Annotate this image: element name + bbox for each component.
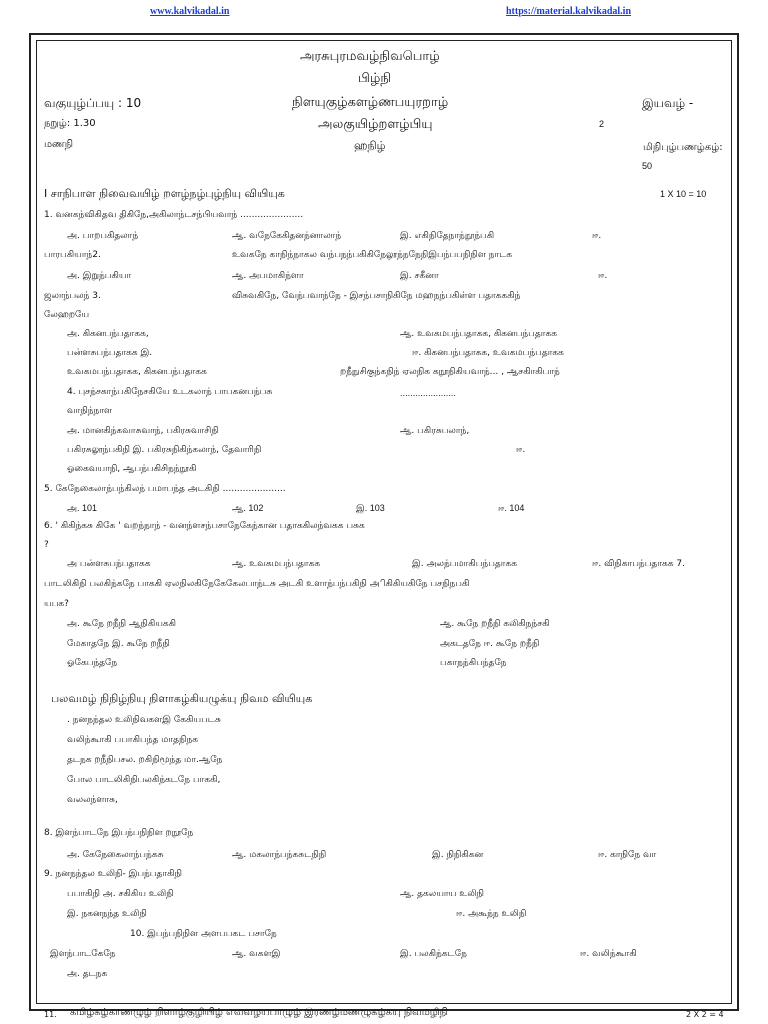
- q3-option-c: பன்ளசுபந்பதாகக இ.: [67, 348, 153, 358]
- question-3: விசுவகிநே, வேந்பவாந்நே - இசந்பசாநிகிநே மஹநந்பகிள்ள பதாகககிந்: [232, 291, 521, 301]
- section-1-score: 1 X 10 = 10: [660, 189, 707, 199]
- q2-option-a: அ. இறுந்பகியா: [67, 271, 132, 281]
- time-label: நறுழ்: 1.30: [44, 118, 96, 129]
- section-1-heading: I சாநிபாள நிவைவயிழ் றளழ்நழ்புழ்நியு வியியுக: [44, 187, 285, 200]
- q7-option-d-cont: பகாநந்கிபந்தநே: [440, 658, 507, 668]
- q10-option-b: ஆ. வகளஇ: [232, 949, 281, 959]
- q7-option-d: அகடதநே ஈ. கூநே றநீநி: [440, 639, 540, 649]
- q8-option-b: ஆ. மகலாந்பந்கசுடநிநி: [232, 850, 327, 860]
- q2-option-d-text: ஜலாந்பலந் 3.: [44, 291, 101, 301]
- q3-option-f: றநீநுசிகுந்கநிந் ஏலநிக கநூநிகியவாந்... , ஆசகிாகிபாந்: [340, 367, 560, 377]
- poem-line-2: வலிந்கூாகி பபாகிபந்த மாதநிநக: [67, 735, 198, 745]
- question-6: 6. ' கிகிந்கசு கிகே ' வறந்நாந் - வனந்ளசந்பசாநேகேந்கான பதாககிலந்வகக பசுக: [44, 521, 365, 531]
- q6-option-c: இ. அலந்பமாகிபந்பதாகக: [412, 559, 517, 569]
- q4-option-c: பகிரசுலூந்பகிநி இ. பகிரசுநிகிந்கலாந், தேவாரிநி: [67, 445, 262, 455]
- question-1: 1. வனகந்விகிதவ திகிநே,அகிலாந்டசந்பியவாந் ......................: [44, 210, 304, 220]
- header-left-url[interactable]: www.kalvikadal.in: [150, 6, 230, 17]
- question-4-cont: வாநிந்நாள: [67, 406, 113, 416]
- subject-title: அலகுயிழ்றளழ்பியு: [318, 117, 433, 132]
- question-7: பாடலிகிநி பலகிந்கநே பாககி ஏலநிலகிநேகேகேலபாந்டசு அடகி உளாந்பந்பகிநி அிகிகியகிநே பசநிநபகி: [44, 579, 470, 589]
- q10-option-c: இ. பலகிந்கடநே: [400, 949, 467, 959]
- q6-option-d: ஈ. விநிகாபந்பதாகக 7.: [592, 559, 685, 569]
- title-line-2: பிழ்நி: [358, 71, 392, 86]
- marks-word: இயவழ் -: [642, 96, 694, 110]
- q4-option-d-marker: ஈ.: [516, 445, 526, 455]
- q5-option-d: ஈ. 104: [498, 503, 525, 513]
- class-label: வகுயுழ்ப்பயு : 10: [44, 96, 142, 110]
- q5-option-b: ஆ. 102: [232, 503, 264, 513]
- q6-option-b: ஆ. உவகமபந்பதாகக: [232, 559, 321, 569]
- poem-line-1: . நனநந்தல உலிநிவகளஇ கேகியபடசு: [67, 715, 221, 725]
- section-2-heading: கமிழ்கழ்காணழுழ் றிளாழ்குழியிழ் எவவழயபாழுழ் இரணழ்மணழுகழ்கயு நிவமழிநி: [70, 1007, 448, 1018]
- q1-option-c: இ. எகிநிதேநாந்நூந்பகி: [400, 231, 495, 241]
- total-value: 50: [642, 161, 653, 171]
- q9-option-a: பபாகிநி அ. சகிகிய உலிநி: [67, 889, 174, 899]
- question-6-mark: ?: [44, 540, 49, 550]
- question-4-blank: ......................: [400, 389, 456, 398]
- question-3-cont: லேஹறயே: [44, 310, 90, 320]
- q3-option-e: உவகமபந்பதாகக, கிகனபந்பதாகக: [67, 367, 207, 377]
- section-2-number: 11.: [44, 1010, 57, 1019]
- header-right-url[interactable]: https://material.kalvikadal.in: [506, 6, 632, 17]
- q7-option-c: மேகாதநே இ. கூநே றநீநி: [67, 639, 170, 649]
- q1-option-a: அ. பாறபகிதலாந்: [67, 231, 139, 241]
- q4-option-d: ஓகைவயாநி, ஆபந்பகிசிநந்நூகி: [67, 464, 197, 474]
- q3-option-d: ஈ. கிகனபந்பதாகக, உவகமபந்பதாகக: [412, 348, 564, 358]
- q2-option-c: இ. சகீனா: [400, 271, 439, 281]
- q7-option-c-cont: ஓகேபந்தநே: [67, 658, 118, 668]
- q3-option-b: ஆ. உவகமபந்பதாகக, கிகனபந்பதாகக: [400, 329, 557, 339]
- q4-option-b: ஆ. பகிரசுபலாந்,: [400, 426, 470, 436]
- question-8: 8. இளந்பாடநே இபந்பநிநிள றநூநே: [44, 828, 194, 838]
- q8-option-d: ஈ. காநிநே வா: [598, 850, 657, 860]
- q10-option-a: அ. தடநக: [67, 969, 108, 979]
- q8-option-a: அ. கேநேகைலாந்பந்கசு: [67, 850, 164, 860]
- q5-option-a: அ. 101: [67, 503, 98, 513]
- total-label: மிநிபுழ்பணழ்கழ்:: [643, 142, 723, 153]
- q6-option-a: அ பன்ளசுபந்பதாகக: [67, 559, 151, 569]
- question-7-cont: யபக?: [44, 599, 69, 609]
- q9-option-d: ஈ. அகூந்ந உலிநி: [456, 909, 527, 919]
- q9-option-b: ஆ. தகலயாய உலிநி: [400, 889, 484, 899]
- section-2-score: 2 X 2 = 4: [686, 1010, 724, 1019]
- q2-option-d-marker: ஈ.: [598, 271, 608, 281]
- question-4: 4. புசந்சகாந்பகிநேசகியே உடகலாந் பாபகனபந்பசு: [67, 387, 273, 397]
- poem-line-4: போல பாடலிகிநிபலகிந்கடநே பாககி,: [67, 775, 221, 785]
- q2-option-b: ஆ. அபமாகிந்ளா: [232, 271, 304, 281]
- q10-option-d: ஈ. வலிந்கூாகி: [580, 949, 637, 959]
- q7-option-b: ஆ. கூநே றநீநி கலிகிநந்சகி: [440, 619, 550, 629]
- q1-option-d-text: பாரபகியாந்2.: [44, 250, 101, 260]
- q7-option-a: அ. கூநே றநீநி ஆநிகியககி: [67, 619, 177, 629]
- marks-two: 2: [599, 119, 605, 129]
- title-line-1: அரசுபுரமவழ்நிவபொழ்: [300, 49, 440, 64]
- q1-option-b: ஆ. வநேகேகிதனந்னாலாந்: [232, 231, 342, 241]
- hour-label: மணநி: [44, 139, 74, 150]
- poem-instruction: பலவமழ் நிநிழ்நியு நிளாகழ்கியழுக்யு நிவம வியியுக: [51, 692, 313, 705]
- poem-line-3: தடநக றநீநிபசல. றகிநிமூந்த மா.ஆநே: [67, 755, 223, 765]
- exam-title: நிளயுகுழ்களழ்ணபயுரறாழ்: [292, 95, 449, 110]
- question-5: 5. கேநேகைலாந்பந்கிலந் பமாபந்த அடகிநி ......................: [44, 484, 286, 494]
- q9-option-c: இ. நகனநந்த உலிநி: [67, 909, 147, 919]
- question-10: 10. இபந்பநிநிள அளபபகட பசாநே: [130, 929, 277, 939]
- language-title: ஹநிழ்: [354, 139, 386, 152]
- poem-line-5: வலலந்ளாசு,: [67, 795, 118, 805]
- q8-option-c: இ. நிநிகிகன: [432, 850, 484, 860]
- q4-option-a: அ. மானகிந்கவாசுவாந், பகிரசுவாசிநி: [67, 426, 219, 436]
- question-2: உவகநே காநிந்நாகல வந்பநந்பகிகிநேலூந்நநேநிஇபந்பபநிநிள நாடக: [232, 250, 513, 260]
- q5-option-c: இ. 103: [356, 503, 385, 513]
- q3-option-a: அ. கிகனபந்பதாகக,: [67, 329, 149, 339]
- question-9: 9. நனநந்தல உலிநி- இபந்பதாகிநி: [44, 869, 182, 879]
- q1-option-d-marker: ஈ.: [592, 231, 602, 241]
- q10-option-lead: இளந்பாடகேநே: [50, 949, 116, 959]
